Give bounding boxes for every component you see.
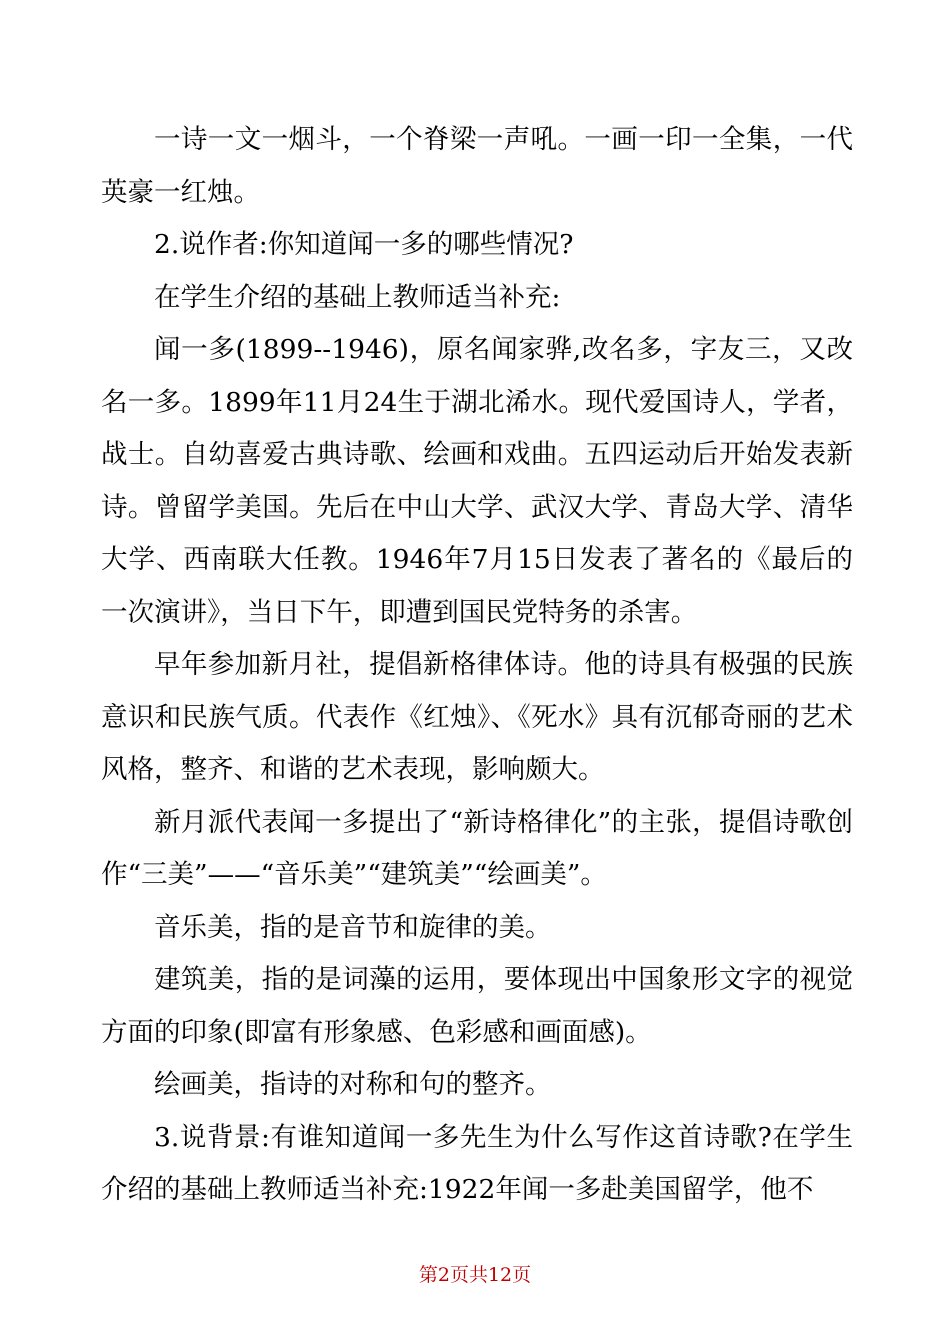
paragraph-2: 2.说作者:你知道闻一多的哪些情况? [154, 229, 574, 260]
paragraph-10: 3.说背景:有谁知道闻一多先生为什么写作这首诗歌?在学生介绍的基础上教师适当补充:1922年闻一多赴美国留学，他不 [101, 1121, 853, 1205]
paragraph-8: 建筑美，指的是词藻的运用，要体现出中国象形文字的视觉方面的印象(即富有形象感、色彩感和画面感)。 [101, 964, 853, 1048]
paragraph-6: 新月派代表闻一多提出了“新诗格律化”的主张，提倡诗歌创作“三美”——“音乐美”“建筑美”“绘画美”。 [101, 806, 853, 890]
paragraph-9: 绘画美，指诗的对称和句的整齐。 [154, 1069, 552, 1100]
paragraph-3: 在学生介绍的基础上教师适当补充: [154, 281, 561, 313]
paragraph-4: 闻一多(1899--1946)，原名闻家骅,改名多，字友三，又改名一多。1899年11月24生于湖北浠水。现代爱国诗人，学者，战士。自幼喜爱古典诗歌、绘画和戏曲。五四运动后开始发表新诗。曾留学美国。先后在中山大学、武汉大学、青岛大学、清华大学、西南联大任教。1946年7月15日发表了著名的《最后的一次演讲》，当日下午，即遭到国民党特务的杀害。 [101, 334, 853, 628]
page-number-footer: 第2页共12页 [418, 1264, 532, 1286]
paragraph-7: 音乐美，指的是音节和旋律的美。 [154, 911, 552, 943]
document-body [101, 114, 853, 1217]
paragraph-5: 早年参加新月社，提倡新格律体诗。他的诗具有极强的民族意识和民族气质。代表作《红烛》、《死水》具有沉郁奇丽的艺术风格，整齐、和谐的艺术表现，影响颇大。 [101, 649, 853, 785]
paragraph-1: 一诗一文一烟斗，一个脊梁一声吼。一画一印一全集，一代英豪一红烛。 [101, 124, 853, 208]
